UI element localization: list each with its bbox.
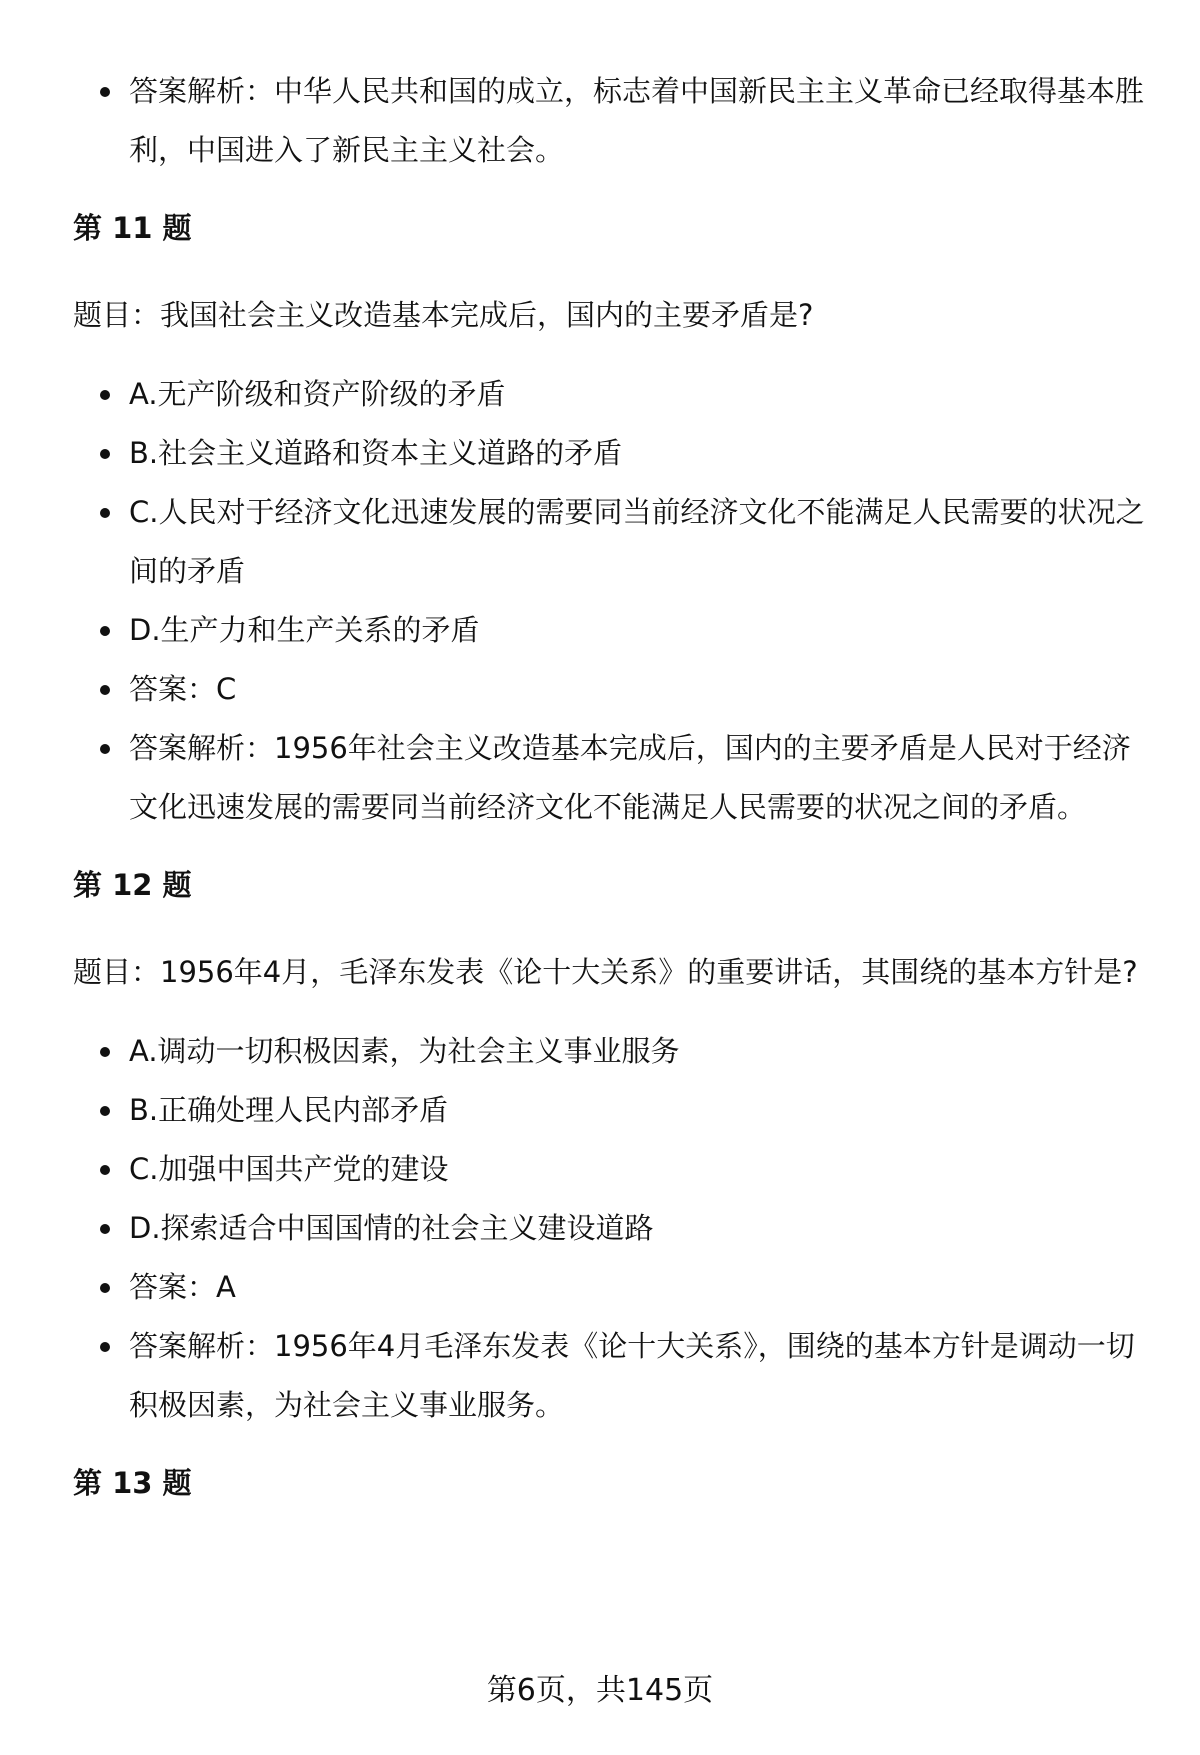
q10-tail-list: [73, 62, 1153, 180]
q10-explanation: 答案解析：中华人民共和国的成立，标志着中国新民主主义革命已经取得基本胜利，中国进入了新民主主义社会。: [73, 62, 1153, 180]
question-stem-11: 题目：我国社会主义改造基本完成后，国内的主要矛盾是?: [73, 298, 814, 332]
option-b: B.正确处理人民内部矛盾: [73, 1081, 1153, 1140]
option-c: C.加强中国共产党的建设: [73, 1140, 1153, 1199]
answer: 答案：A: [73, 1258, 1153, 1317]
question-heading-12: 第 12 题: [73, 868, 192, 902]
answer-explanation: 答案解析：1956年4月毛泽东发表《论十大关系》，围绕的基本方针是调动一切积极因素，为社会主义事业服务。: [73, 1317, 1153, 1435]
option-c: C.人民对于经济文化迅速发展的需要同当前经济文化不能满足人民需要的状况之间的矛盾: [73, 483, 1153, 601]
option-a: A.无产阶级和资产阶级的矛盾: [73, 365, 1153, 424]
question-options-11: [73, 365, 1153, 837]
option-a: A.调动一切积极因素，为社会主义事业服务: [73, 1022, 1153, 1081]
answer-explanation: 答案解析：1956年社会主义改造基本完成后，国内的主要矛盾是人民对于经济文化迅速发展的需要同当前经济文化不能满足人民需要的状况之间的矛盾。: [73, 719, 1153, 837]
answer: 答案：C: [73, 660, 1153, 719]
question-stem-12: 题目：1956年4月，毛泽东发表《论十大关系》的重要讲话，其围绕的基本方针是?: [73, 955, 1138, 989]
option-d: D.生产力和生产关系的矛盾: [73, 601, 1153, 660]
question-heading-11: 第 11 题: [73, 211, 192, 245]
option-d: D.探索适合中国国情的社会主义建设道路: [73, 1199, 1153, 1258]
question-heading-13: 第 13 题: [73, 1466, 192, 1500]
page-number: 第6页，共145页: [486, 1673, 714, 1708]
option-b: B.社会主义道路和资本主义道路的矛盾: [73, 424, 1153, 483]
question-options-12: [73, 1022, 1153, 1435]
page-content: [73, 62, 1153, 1503]
